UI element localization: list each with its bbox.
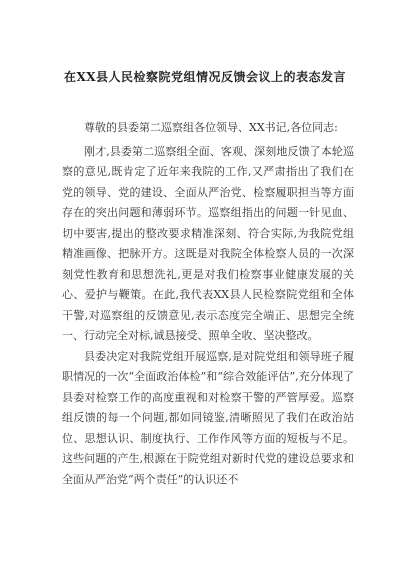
salutation: 尊敬的县委第二巡察组各位领导、XX书记,各位同志: (84, 121, 338, 134)
document-title: 在XX县人民检察院党组情况反馈会议上的表态发言 (63, 70, 347, 84)
paragraph-2: 县委决定对我院党组开展巡察,是对院党组和领导班子履职情况的一次“全面政治体检”和“综合效能评估”,充分体现了县委对检察工作的高度重视和对检察干警的严管厚爱。巡察组反馈的每一个问题,都如同镜鉴,清晰照见了我们在政治站位、思想认识、制度执行、工作作风等方面的短板与不足。这些问题的产生,根源在于院党组对新时代党的建设总要求和全面从严治党“两个责任”的认识还不 (62, 349, 354, 486)
paragraph-1: 刚才,县委第二巡察组全面、客观、深刻地反馈了本轮巡察的意见,既肯定了近年来我院的工作,又严肃指出了我们在党的领导、党的建设、全面从严治党、检察履职担当等方面存在的突出问题和薄弱环节。巡察组指出的问题一针见血、切中要害,提出的整改要求精准深刻、符合实际,为我院党组精准画像、把脉开方。这既是对我院全体检察人员的一次深刻党性教育和思想洗礼,更是对我们检察事业健康发展的关心、爱护与鞭策。在此,我代表XX县人民检察院党组和全体干警,对巡察组的反馈意见,表示态度完全端正、思想完全统一、行动完全对标,诚恳接受、照单全收、坚决整改。 (62, 144, 354, 342)
document-body (62, 118, 354, 490)
